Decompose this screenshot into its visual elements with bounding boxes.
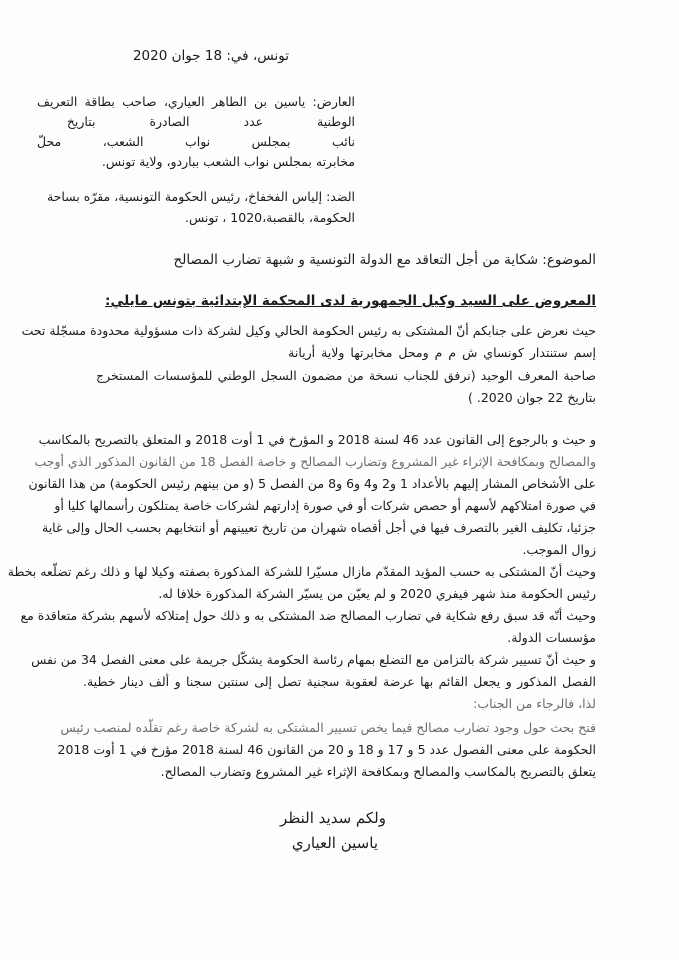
request-line-2: الحكومة على معنى الفصول عدد 5 و 17 و 18 و 20 من القانون 46 لسنة 2018 مؤرخ في 1 أوت 2018	[57, 742, 596, 757]
defendant-line-2: الحكومة، بالقصبة،1020 ، تونس.	[184, 210, 355, 225]
complainant-line-4: مخابرته بمجلس نواب الشعب بباردو، ولاية تونس.	[101, 154, 355, 169]
para2-line-9: وحيث أنّه قد سبق رفع شكاية في تضارب المصالح ضد المشتكى به و ذلك حول إمتلاكه لأسهم بشركة متعاقدة مع	[20, 608, 596, 623]
para1-line-2-text: إسم ستنتدار كونساي ش م م ومحل مخابرتها ولاية أريانة	[288, 345, 596, 360]
complainant-line-3: نائب بمجلس نواب الشعب، محلّ	[37, 134, 355, 149]
para2-line-2: والمصالح وبمكافحة الإثراء غير المشروع وتضارب المصالح و خاصة الفصل 18 من القانون المذكور الذي أوجب	[34, 454, 596, 469]
complainant-line-2	[37, 116, 355, 129]
request-line-1: فتح بحث حول وجود تضارب مصالح فيما يخص تسيير المشتكى به لشركة خاصة رغم تقلّده لمنصب رئيس	[60, 720, 596, 735]
letter-date: تونس، في: 18 جوان 2020	[132, 48, 289, 64]
para2-line-10: مؤسسات الدولة.	[507, 630, 596, 645]
request-line-3: يتعلق بالتصريح بالمكاسب والمصالح وبمكافحة الإثراء غير المشروع وتضارب المصالح.	[160, 764, 596, 779]
complainant-line-2-text: الوطنية عدد الصادرة بتاريخ	[66, 114, 355, 129]
para1-line-4: بتاريخ 22 جوان 2020. )	[468, 390, 596, 405]
para2-line-1: و حيث و بالرجوع إلى القانون عدد 46 لسنة 2018 و المؤرخ في 1 أوت 2018 و المتعلق بالتصريح بالمكاسب	[38, 432, 596, 447]
para2-line-3: على الأشخاص المشار إليهم بالأعداد 1 و2 و4 و6 و8 من الفصل 5 (و من بينهم رئيس الحكومة) من هذا القانون	[28, 476, 596, 491]
para1-line-2	[96, 347, 596, 360]
defendant-line-1: الضد: إلياس الفخفاخ، رئيس الحكومة التونسية، مقرّه بساحة	[46, 189, 355, 204]
subject-line: الموضوع: شكاية من أجل التعاقد مع الدولة التونسية و شبهة تضارب المصالح	[173, 252, 596, 268]
request-intro: لذا، فالرجاء من الجناب:	[473, 696, 596, 711]
complainant-line-1: العارض: ياسين بن الطاهر العياري، صاحب بطاقة التعريف	[37, 94, 355, 109]
signatory-name: ياسين العياري	[291, 834, 378, 852]
para1-line-1: حيث نعرض على جنابكم أنّ المشتكى به رئيس الحكومة الحالي وكيل لشركة ذات مسؤولية محدودة مسجّلة تحت	[21, 323, 596, 338]
closing-salutation: ولكم سديد النظر	[280, 809, 386, 827]
para2-line-7: وحيث أنّ المشتكى به حسب المؤيد المقدّم مازال مسيّرا للشركة المذكورة بصفته وكيلا لها و ذلك رغم تضلّعه بخطة	[7, 564, 596, 579]
para1-line-3: صاحبة المعرف الوحيد (نرفق للجناب نسخة من مضمون السجل الوطني للمؤسسات المستخرج	[96, 368, 596, 383]
para2-line-8: رئيس الحكومة منذ شهر فيفري 2020 و لم يعيّن من يسيّر الشركة المذكورة خلافا له.	[158, 586, 596, 601]
para2-line-12: الفصل المذكور و يجعل القائم بها عرضة لعقوبة سجنية تصل إلى سنتين سجنا و ألف دينار خطية.	[83, 674, 596, 689]
para2-line-4: في صورة امتلاكهم لأسهم أو حصص شركات أو في صورة إدارتهم لشركات خاصة يمتلكون رأسمالها كليا أو	[54, 498, 596, 513]
addressee-line: المعروض على السيد وكيل الجمهورية لدى المحكمة الإبتدائية بتونس مايلي:	[105, 293, 596, 309]
para2-line-11: و حيث أنّ تسيير شركة بالتزامن مع التضلع بمهام رئاسة الحكومة يشكّل جريمة على معنى الفصل 34 من نفس	[31, 652, 596, 667]
para2-line-5: جزئيا، تكليف الغير بالتصرف فيها في أجل أقصاه شهران من تاريخ تعيينهم أو انتخابهم بحسب الحال وإلى غاية	[42, 520, 596, 535]
para2-line-6: زوال الموجب.	[522, 542, 596, 557]
